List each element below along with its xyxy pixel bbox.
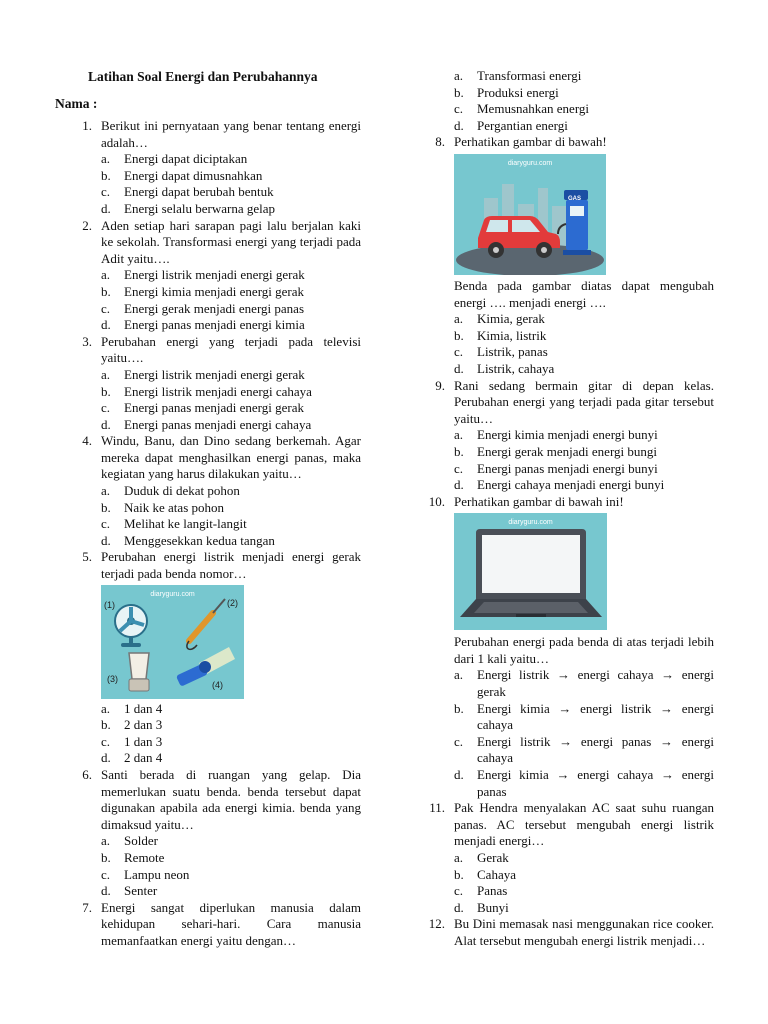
option-c (454, 461, 714, 478)
option-c (454, 101, 714, 118)
option-text: Listrik, cahaya (477, 360, 555, 376)
fan-icon (115, 605, 147, 647)
option-list (101, 483, 361, 549)
option-text: Energi panas menjadi energi kimia (124, 317, 305, 333)
option-text: Energi listrik menjadi energi cahaya (124, 383, 312, 399)
question-6 (72, 767, 361, 900)
picture-label-3: (3) (107, 673, 118, 684)
option-letter: b. (454, 84, 464, 100)
question-11 (425, 800, 714, 916)
devices-picture (101, 585, 244, 699)
name-label: Nama : (55, 96, 98, 111)
watermark: diaryguru.com (150, 590, 195, 598)
option-letter: a. (101, 151, 111, 167)
option-letter: d. (454, 360, 464, 376)
option-text: Solder (124, 833, 158, 849)
option-letter: b. (454, 443, 464, 459)
option-text: 2 dan 4 (124, 750, 163, 766)
option-text: Energi listrik menjadi energi gerak (124, 267, 305, 283)
option-letter: a. (454, 311, 464, 327)
option-letter: c. (101, 516, 111, 532)
option-letter: b. (101, 283, 111, 299)
option-d (454, 477, 714, 494)
option-text: Memusnahkan energi (477, 101, 590, 117)
option-letter: b. (101, 499, 111, 515)
option-b (454, 328, 714, 345)
question-9 (425, 378, 714, 494)
option-c (454, 734, 714, 767)
picture-label-2: (2) (227, 597, 238, 608)
option-letter: d. (101, 416, 111, 432)
question-text: Perubahan energi listrik menjadi energi gerak terjadi pada benda nomor… (101, 549, 361, 582)
option-text: Bunyi (477, 899, 509, 915)
option-text: Remote (124, 849, 165, 865)
option-c (101, 516, 361, 533)
question-text: Perhatikan gambar di bawah! (454, 134, 607, 150)
option-letter: b. (454, 700, 464, 716)
question-3 (72, 334, 361, 434)
option-d (101, 750, 361, 767)
question-text: Berikut ini pernyataan yang benar tentang energi adalah… (101, 118, 361, 150)
option-text: Energi listrik → energi panas → energi cahaya (477, 733, 714, 766)
option-text: 2 dan 3 (124, 717, 163, 733)
question-number: 9. (435, 377, 445, 393)
option-b (454, 701, 714, 734)
option-letter: c. (101, 866, 111, 882)
option-letter: b. (101, 383, 111, 399)
question-text: Perubahan energi yang terjadi pada televisi yaitu…. (101, 333, 361, 366)
laptop-picture (454, 513, 607, 630)
question-number: 11. (429, 800, 445, 816)
option-letter: c. (454, 101, 464, 117)
question-8 (425, 134, 714, 377)
option-b (101, 850, 361, 867)
option-text: Energi gerak menjadi energi panas (124, 300, 305, 316)
option-letter: a. (101, 366, 111, 382)
option-text: Energi panas menjadi energi cahaya (124, 416, 312, 432)
option-letter: d. (101, 883, 111, 899)
option-text: Energi listrik menjadi energi gerak (124, 366, 305, 382)
option-letter: c. (454, 883, 464, 899)
question-number: 8. (435, 134, 445, 150)
option-letter: c. (454, 344, 464, 360)
option-text: Energi dapat dimusnahkan (124, 167, 263, 183)
question-number: 10. (428, 493, 445, 509)
option-letter: d. (454, 899, 464, 915)
option-letter: c. (101, 300, 111, 316)
question-1 (72, 118, 361, 218)
option-text: Cahaya (477, 866, 516, 882)
option-letter: b. (101, 717, 111, 733)
option-letter: a. (454, 667, 464, 683)
option-list (101, 151, 361, 217)
option-letter: d. (101, 317, 111, 333)
question-number: 5. (82, 549, 92, 565)
option-text: Panas (477, 883, 508, 899)
option-text: Lampu neon (124, 866, 190, 882)
question-7 (72, 900, 361, 950)
option-c (101, 867, 361, 884)
gas-sign: GAS (568, 195, 582, 202)
option-c (454, 344, 714, 361)
option-text: Kimia, listrik (477, 327, 547, 343)
option-letter: a. (101, 700, 111, 716)
option-text: Energi selalu berwarna gelap (124, 200, 275, 216)
option-text: Menggesekkan kedua tangan (124, 532, 275, 548)
car-gas-illustration (454, 154, 606, 275)
question-text: Rani sedang bermain gitar di depan kelas. Perubahan energi yang terjadi pada gitar tersebut yaitu… (454, 377, 714, 426)
option-letter: a. (454, 427, 464, 443)
question-text: Energi sangat diperlukan manusia dalam kehidupan sehari-hari. Cara manusia memanfaatkan energi yaitu dengan… (101, 899, 361, 948)
option-list (101, 701, 361, 767)
option-d (101, 417, 361, 434)
option-b (101, 717, 361, 734)
option-list (101, 367, 361, 433)
option-text: Energi kimia → energi cahaya → energi panas (477, 767, 714, 799)
question-number: 7. (82, 899, 92, 915)
option-a (454, 667, 714, 700)
option-text: Energi kimia menjadi energi gerak (124, 283, 305, 299)
option-letter: c. (101, 400, 111, 416)
option-letter: a. (101, 833, 111, 849)
option-letter: c. (454, 460, 464, 476)
picture-label-4: (4) (212, 679, 223, 690)
option-a (101, 833, 361, 850)
option-letter: d. (101, 200, 111, 216)
blender-icon (129, 653, 149, 691)
picture-label-1: (1) (104, 599, 115, 610)
option-d (101, 533, 361, 550)
option-text: Listrik, panas (477, 344, 548, 360)
option-d (454, 900, 714, 917)
question-number: 6. (82, 767, 92, 782)
question-text: Pak Hendra menyalakan AC saat suhu ruangan panas. AC tersebut mengubah energi listrik menjadi energi… (454, 800, 714, 849)
option-c (101, 301, 361, 318)
option-text: Energi panas menjadi energi gerak (124, 400, 305, 416)
option-text: Energi panas menjadi energi bunyi (477, 460, 658, 476)
watermark: diaryguru.com (508, 519, 553, 527)
question-12 (425, 916, 714, 949)
question-number: 1. (82, 118, 92, 133)
option-text: Pergantian energi (477, 117, 568, 133)
option-letter: d. (101, 750, 111, 766)
option-list (454, 311, 714, 377)
option-d (454, 767, 714, 800)
option-a (454, 311, 714, 328)
option-a (101, 267, 361, 284)
question-text: Aden setiap hari sarapan pagi lalu berjalan kaki ke sekolah. Transformasi energi yang terjadi pada Adit yaitu…. (101, 217, 361, 266)
option-d (101, 883, 361, 900)
option-b (101, 168, 361, 185)
option-d (454, 118, 714, 135)
option-d (454, 361, 714, 378)
question-text: Santi berada di ruangan yang gelap. Dia memerlukan suatu benda. benda tersebut dapat digunakan apabila ada energi kimia. benda yang dimaksud yaitu… (101, 767, 361, 832)
option-a (101, 151, 361, 168)
option-a (101, 483, 361, 500)
option-d (101, 317, 361, 334)
option-text: Energi listrik → energi cahaya → energi gerak (477, 667, 714, 700)
option-text: Melihat ke langit-langit (124, 516, 247, 532)
question-text: Bu Dini memasak nasi menggunakan rice cooker. Alat tersebut mengubah energi listrik menjadi… (454, 916, 714, 948)
option-list (101, 267, 361, 333)
option-letter: a. (101, 267, 111, 283)
option-text: 1 dan 4 (124, 700, 163, 716)
question-10 (425, 494, 714, 801)
option-a (101, 367, 361, 384)
question-text-2: Perubahan energi pada benda di atas terjadi lebih dari 1 kali yaitu… (454, 634, 714, 666)
option-b (454, 444, 714, 461)
option-c (454, 883, 714, 900)
question-number: 2. (82, 217, 92, 233)
question-text-2: Benda pada gambar diatas dapat mengubah energi …. menjadi energi …. (454, 277, 714, 310)
option-text: Energi dapat diciptakan (124, 151, 248, 167)
right-column (425, 68, 714, 950)
option-letter: a. (454, 68, 464, 83)
option-text: Duduk di dekat pohon (124, 483, 240, 499)
question-text: Perhatikan gambar di bawah ini! (454, 493, 624, 509)
option-letter: d. (454, 477, 464, 493)
option-list (454, 427, 714, 493)
option-letter: c. (101, 733, 111, 749)
option-b (101, 284, 361, 301)
option-text: Kimia, gerak (477, 311, 545, 327)
option-b (454, 867, 714, 884)
left-column (72, 118, 361, 950)
flashlight-icon (176, 647, 235, 687)
question-5 (72, 549, 361, 767)
soldering-iron-icon (187, 599, 225, 649)
option-list (101, 833, 361, 899)
option-letter: d. (101, 532, 111, 548)
option-letter: c. (454, 733, 464, 749)
option-b (454, 85, 714, 102)
question-7-options (425, 68, 714, 134)
option-list (454, 667, 714, 800)
option-list (454, 68, 714, 134)
option-text: 1 dan 3 (124, 733, 163, 749)
option-list (454, 850, 714, 916)
option-text: Energi cahaya menjadi energi bunyi (477, 477, 665, 493)
option-c (101, 400, 361, 417)
option-a (454, 68, 714, 85)
option-text: Naik ke atas pohon (124, 499, 225, 515)
option-letter: b. (454, 327, 464, 343)
option-a (454, 850, 714, 867)
option-c (101, 184, 361, 201)
option-a (454, 427, 714, 444)
option-a (101, 701, 361, 718)
option-text: Senter (124, 883, 158, 899)
option-text: Energi dapat berubah bentuk (124, 184, 274, 200)
question-4 (72, 433, 361, 549)
question-number: 4. (82, 433, 92, 449)
option-letter: c. (101, 184, 111, 200)
option-text: Energi kimia → energi listrik → energi cahaya (477, 700, 714, 733)
option-text: Gerak (477, 850, 509, 865)
question-2 (72, 218, 361, 334)
option-letter: a. (101, 483, 111, 499)
option-text: Energi kimia menjadi energi bunyi (477, 427, 658, 443)
option-letter: d. (454, 767, 464, 783)
option-c (101, 734, 361, 751)
car-gas-picture (454, 154, 606, 275)
page-title: Latihan Soal Energi dan Perubahannya (88, 69, 318, 84)
option-text: Energi gerak menjadi energi bungi (477, 443, 658, 459)
option-b (101, 500, 361, 517)
option-text: Transformasi energi (477, 68, 582, 83)
option-d (101, 201, 361, 218)
laptop-icon (460, 529, 602, 617)
laptop-illustration (454, 513, 607, 630)
option-text: Produksi energi (477, 84, 559, 100)
option-letter: b. (101, 167, 111, 183)
option-letter: b. (454, 866, 464, 882)
option-letter: a. (454, 850, 464, 865)
watermark: diaryguru.com (507, 159, 553, 167)
question-number: 3. (82, 333, 92, 349)
question-text: Windu, Banu, dan Dino sedang berkemah. Agar mereka dapat menghasilkan energi panas, maka kegiatan yang harus dilakukan yaitu… (101, 433, 361, 482)
option-letter: b. (101, 849, 111, 865)
option-b (101, 384, 361, 401)
option-letter: d. (454, 117, 464, 133)
devices-illustration (101, 585, 244, 699)
question-number: 12. (428, 916, 445, 932)
